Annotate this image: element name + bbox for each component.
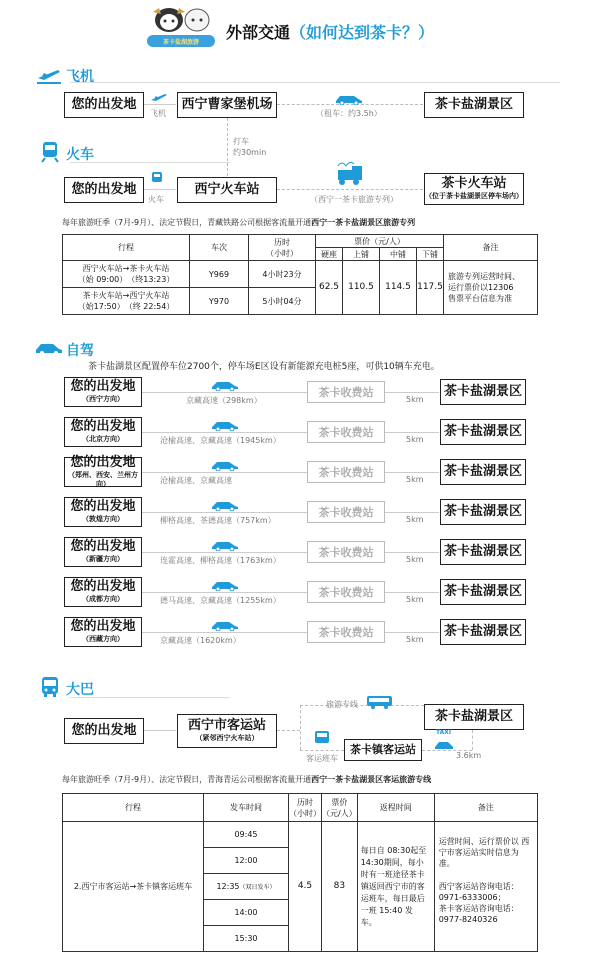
train-table bbox=[62, 234, 538, 315]
drive-leg2-line bbox=[385, 512, 439, 513]
xining-station-box: 西宁火车站 bbox=[177, 177, 277, 203]
town-station-box: 茶卡镇客运站 bbox=[344, 739, 422, 761]
drive-last-leg: 5km bbox=[406, 635, 424, 644]
drive-car-icon bbox=[210, 416, 240, 435]
drive-leg2-line bbox=[385, 552, 439, 553]
th-bus-remark: 备注 bbox=[434, 794, 537, 822]
drive-dest-box: 茶卡盐湖景区 bbox=[440, 539, 526, 565]
title-main: 外部交通 bbox=[226, 23, 291, 42]
drive-dest-box: 茶卡盐湖景区 bbox=[440, 379, 526, 405]
rental-car-label: （租车：约3.5h） bbox=[316, 109, 382, 118]
train-leg1-line bbox=[144, 189, 176, 190]
th-bus-duration: 历时 （小时） bbox=[289, 794, 322, 822]
bus-branch-line bbox=[300, 705, 301, 750]
title-sub: （如何达到茶卡？） bbox=[290, 23, 435, 42]
th-hard-seat: 硬座 bbox=[316, 248, 343, 261]
th-upper: 上铺 bbox=[343, 248, 380, 261]
shuttle-bus-icon bbox=[314, 730, 330, 750]
drive-origin-box: 您的出发地 （新疆方向） bbox=[64, 537, 142, 567]
drive-road-label: 连霍高速、柳格高速（1763km） bbox=[160, 556, 281, 565]
taxi-distance: 3.6km bbox=[456, 751, 482, 760]
drive-road-label: 沧榆高速、京藏高速 bbox=[160, 476, 232, 485]
bus-route-cell: 2.西宁市客运站→茶卡镇客运班车 bbox=[63, 822, 204, 952]
drive-last-leg: 5km bbox=[406, 435, 424, 444]
bus-table bbox=[62, 793, 538, 952]
toll-station-box: 茶卡收费站 bbox=[307, 581, 385, 603]
bus-leg1-line bbox=[144, 730, 176, 731]
th-lower: 下铺 bbox=[417, 248, 444, 261]
drive-dest-box: 茶卡盐湖景区 bbox=[440, 419, 526, 445]
depart-time: 15:30 bbox=[204, 926, 289, 952]
th-duration: 历时 （小时） bbox=[249, 235, 316, 261]
shuttle-path bbox=[300, 750, 344, 751]
th-middle: 中铺 bbox=[380, 248, 417, 261]
drive-intro: 茶卡盐湖景区配置停车位2700个，停车场E区设有新能源充电桩5座，可供10辆车充电。 bbox=[88, 362, 440, 372]
steam-train-icon bbox=[334, 160, 368, 190]
shuttle-label: 客运班车 bbox=[306, 754, 338, 763]
drive-dest-box: 茶卡盐湖景区 bbox=[440, 499, 526, 525]
toll-station-box: 茶卡收费站 bbox=[307, 621, 385, 643]
th-bus-price: 票价 （元/人） bbox=[322, 794, 358, 822]
plane-divider bbox=[70, 82, 560, 83]
drive-leg2-line bbox=[385, 632, 439, 633]
depart-time: 09:45 bbox=[204, 822, 289, 848]
toll-station-box: 茶卡收费站 bbox=[307, 501, 385, 523]
mascot-banner-text: 茶卡盐湖旅游 bbox=[162, 39, 199, 46]
taxi-path-up bbox=[472, 730, 473, 750]
drive-origin-box: 您的出发地 （西藏方向） bbox=[64, 617, 142, 647]
bus-icon bbox=[40, 676, 60, 702]
taxi-icon bbox=[434, 736, 454, 755]
th-bus-route: 行程 bbox=[63, 794, 204, 822]
drive-road-label: 京藏高速（298km） bbox=[186, 396, 262, 405]
drive-last-leg: 5km bbox=[406, 395, 424, 404]
depart-time: 14:00 bbox=[204, 900, 289, 926]
drive-origin-box: 您的出发地 （郑州、西安、兰州方向） bbox=[64, 457, 142, 487]
transfer-line bbox=[227, 118, 228, 176]
special-train-label: （西宁一茶卡旅游专列） bbox=[310, 195, 398, 204]
tour-line-label: 旅游专线 bbox=[326, 700, 358, 709]
train-mode-label: 火车 bbox=[148, 195, 164, 204]
drive-car-icon bbox=[210, 376, 240, 395]
drive-last-leg: 5km bbox=[406, 555, 424, 564]
th-train: 车次 bbox=[190, 235, 249, 261]
drive-dest-box: 茶卡盐湖景区 bbox=[440, 579, 526, 605]
drive-car-icon bbox=[210, 496, 240, 515]
tour-line-path bbox=[300, 705, 424, 706]
th-price: 票价（元/人） bbox=[316, 235, 444, 248]
toll-station-box: 茶卡收费站 bbox=[307, 421, 385, 443]
depart-time: 12:00 bbox=[204, 848, 289, 874]
depart-time: 12:35（双日发车） bbox=[204, 874, 289, 900]
chaka-station-name: 茶卡火车站 bbox=[441, 176, 507, 191]
table-row: 2.西宁市客运站→茶卡镇客运班车 09:45 4.5 83 每日自 08:30起至 14:30期间，每小时有一班途径茶卡镇返回西宁市的客运班车，每日最后一班 15:40 发 车。 运营时间、运行票价以 西宁市客运站实时信息为准。 西宁客运站咨询电话： 0971-6333006； 茶卡客运站咨询电话： 0977-8240326 bbox=[63, 822, 538, 848]
drive-section-title: 自驾 bbox=[66, 343, 94, 359]
drive-car-icon bbox=[210, 576, 240, 595]
drive-last-leg: 5km bbox=[406, 475, 424, 484]
bus-station-name: 西宁市客运站 bbox=[187, 718, 266, 733]
bus-remark-1: 运营时间、运行票价以 西宁市客运站实时信息为准。 bbox=[438, 837, 530, 868]
drive-road-label: 柳格高速、茶德高速（757km） bbox=[160, 516, 276, 525]
train-note: 每年旅游旺季（7月-9月）、法定节假日，青藏铁路公司根据客流量开通西宁一茶卡盐湖景区旅游专列 bbox=[62, 218, 416, 227]
rental-car-icon bbox=[334, 90, 364, 109]
bus-remark-2: 西宁客运站咨询电话： 0971-6333006； 茶卡客运站咨询电话： 0977-8240326 bbox=[438, 882, 519, 924]
car-icon bbox=[34, 340, 64, 359]
drive-leg2-line bbox=[385, 472, 439, 473]
plane-dest-box: 茶卡盐湖景区 bbox=[424, 92, 524, 118]
toll-station-box: 茶卡收费站 bbox=[307, 461, 385, 483]
th-route: 行程 bbox=[63, 235, 190, 261]
toll-station-box: 茶卡收费站 bbox=[307, 381, 385, 403]
drive-road-label: 沧榆高速、京藏高速（1945km） bbox=[160, 436, 281, 445]
train-divider bbox=[70, 162, 230, 163]
drive-last-leg: 5km bbox=[406, 595, 424, 604]
taxi-label: TAXI bbox=[436, 729, 452, 736]
drive-car-icon bbox=[210, 616, 240, 635]
train-icon bbox=[40, 141, 60, 167]
bus-divider bbox=[70, 697, 230, 698]
train-section-title: 火车 bbox=[66, 147, 94, 163]
transfer-label: 打车 约30min bbox=[233, 137, 267, 157]
drive-origin-box: 您的出发地 （西宁方向） bbox=[64, 377, 142, 407]
bus-note: 每年旅游旺季（7月-9月）、法定节假日，青海青运公司根据客流量开通西宁一茶卡盐湖景区客运旅游专线 bbox=[62, 775, 432, 784]
plane-mode-label: 飞机 bbox=[150, 109, 166, 118]
drive-road-label: 德马高速、京藏高速（1255km） bbox=[160, 596, 281, 605]
drive-last-leg: 5km bbox=[406, 515, 424, 524]
drive-origin-box: 您的出发地 （成都方向） bbox=[64, 577, 142, 607]
plane-section-title: 飞机 bbox=[66, 69, 94, 85]
train-origin-box: 您的出发地 bbox=[64, 177, 144, 203]
th-depart: 发车时间 bbox=[204, 794, 289, 822]
drive-origin-box: 您的出发地 （北京方向） bbox=[64, 417, 142, 447]
airplane-icon bbox=[150, 88, 168, 107]
airport-box: 西宁曹家堡机场 bbox=[177, 92, 277, 118]
drive-road-label: 京藏高速（1620km） bbox=[160, 636, 241, 645]
drive-dest-box: 茶卡盐湖景区 bbox=[440, 619, 526, 645]
drive-car-icon bbox=[210, 536, 240, 555]
drive-leg2-line bbox=[385, 432, 439, 433]
mascot-logo bbox=[145, 4, 217, 50]
toll-station-box: 茶卡收费站 bbox=[307, 541, 385, 563]
drive-leg2-line bbox=[385, 592, 439, 593]
train-small-icon bbox=[150, 170, 164, 189]
bus-origin-box: 您的出发地 bbox=[64, 718, 144, 744]
th-return: 返程时间 bbox=[357, 794, 434, 822]
drive-car-icon bbox=[210, 456, 240, 475]
chaka-station-box bbox=[424, 173, 524, 205]
plane-origin-box: 您的出发地 bbox=[64, 92, 144, 118]
drive-origin-box: 您的出发地 （敦煌方向） bbox=[64, 497, 142, 527]
bus-branch-stub bbox=[277, 730, 300, 731]
bus-station-box bbox=[177, 714, 277, 748]
th-remark: 备注 bbox=[444, 235, 538, 261]
table-row: 茶卡火车站→西宁火车站 （始17:50） （终 22:54） Y970 5小时04分 bbox=[63, 288, 538, 315]
tour-bus-icon bbox=[366, 694, 394, 714]
page-title bbox=[226, 20, 434, 43]
table-row: 西宁火车站→茶卡火车站 （始 09:00） （终13:23） Y969 4小时23分 62.5 110.5 114.5 117.5 旅游专列运营时间、 运行票价以12306 售票平台信息为准 bbox=[63, 261, 538, 288]
chaka-station-sub: （位于茶卡盐湖景区停车场内） bbox=[425, 192, 523, 200]
bus-section-title: 大巴 bbox=[66, 682, 94, 698]
bus-dest-box: 茶卡盐湖景区 bbox=[424, 704, 524, 730]
bus-station-sub: （紧邻西宁火车站） bbox=[195, 734, 259, 742]
drive-dest-box: 茶卡盐湖景区 bbox=[440, 459, 526, 485]
drive-leg2-line bbox=[385, 392, 439, 393]
plane-icon bbox=[36, 64, 62, 88]
